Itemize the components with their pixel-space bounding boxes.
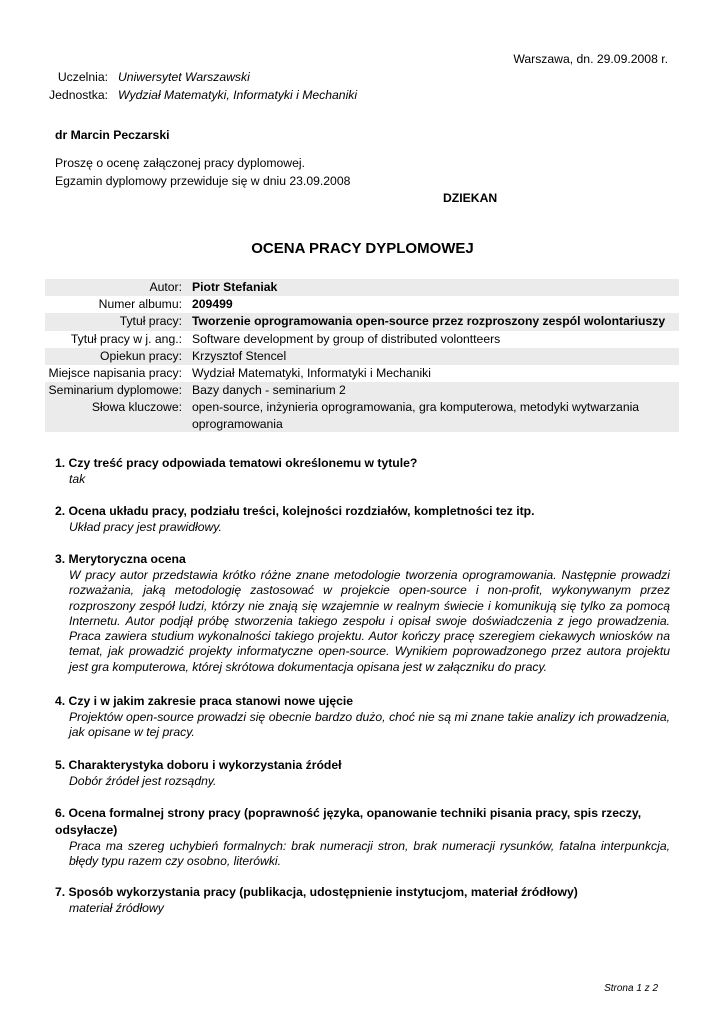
- info-label: Numer albumu:: [98, 297, 182, 312]
- info-row-supervisor: [45, 348, 679, 365]
- section-4: [55, 693, 670, 741]
- letter-line-2: Egzamin dyplomowy przewiduje się w dniu 23.09.2008: [55, 174, 351, 188]
- info-label: Autor:: [45, 279, 192, 296]
- section-2: [55, 503, 670, 535]
- jednostka-label: Jednostka:: [49, 88, 108, 102]
- section-body: W pracy autor przedstawia krótko różne znane metodologie tworzenia oprogramowania. Następnie prowadzi rozważania, jaką metodologię zastosować w projekcie open-source i non-profit, wykonywanym przez rozproszony zespół ludzi, którzy nie znają się wzajemnie w realnym świecie i komunikują się tylko za pomocą Internetu. Autor podjął próbę stworzenia takiego zespołu i opisał swoje doświadczenia z jego prowadzenia. Praca zawiera studium wykonalności takiego projektu. Autor kończy pracę szeregiem ciekawych wniosków na temat, jak prowadzić projekty informatyczne open-source. Wynikiem poprowadzonego przez autora projektu jest gra komputerowa, której skrótowa dokumentacja opisana jest w załączniku do pracy.: [69, 568, 670, 674]
- section-heading: 4. Czy i w jakim zakresie praca stanowi nowe ujęcie: [55, 694, 354, 708]
- info-row-title: [45, 313, 679, 330]
- info-label: Opiekun pracy:: [45, 348, 192, 365]
- section-body: Dobór źródeł jest rozsądny.: [69, 774, 217, 788]
- thesis-info-table: [45, 279, 679, 432]
- jednostka-value: Wydział Matematyki, Informatyki i Mechaniki: [118, 88, 358, 102]
- section-body: tak: [69, 472, 86, 486]
- recipient: dr Marcin Peczarski: [55, 128, 170, 142]
- info-value: [192, 399, 679, 432]
- info-value: Software development by group of distributed volontteers: [192, 331, 501, 346]
- section-heading: 5. Charakterystyka doboru i wykorzystania źródeł: [55, 758, 342, 772]
- section-body: Praca ma szereg uchybień formalnych: brak numeracji stron, brak numeracji rysunków, fatalna interpunkcja, błędy typu razem czy osobno, literówki.: [69, 839, 670, 869]
- section-3: [55, 551, 670, 675]
- section-1: [55, 455, 670, 487]
- info-value: Tworzenie oprogramowania open-source przez rozproszony zespól wolontariuszy: [192, 313, 679, 330]
- info-value: Wydział Matematyki, Informatyki i Mechaniki: [192, 365, 431, 380]
- section-heading: 7. Sposób wykorzystania pracy (publikacja, udostępnienie instytucjom, materiał źródłowy): [55, 885, 578, 899]
- info-row-author: [45, 279, 679, 296]
- section-heading: 3. Merytoryczna ocena: [55, 552, 186, 566]
- letter-line-1: Proszę o ocenę załączonej pracy dyplomowej.: [55, 156, 305, 170]
- info-label: Tytuł pracy:: [45, 313, 192, 330]
- info-value: 209499: [192, 297, 233, 312]
- section-5: [55, 757, 670, 789]
- info-value: Piotr Stefaniak: [192, 279, 679, 296]
- info-label: Słowa kluczowe:: [45, 399, 192, 432]
- page-number: Strona 1 z 2: [604, 983, 658, 994]
- section-heading: 1. Czy treść pracy odpowiada tematowi określonemu w tytule?: [55, 456, 418, 470]
- keywords-line-2: oprogramowania: [192, 416, 283, 431]
- section-body: Układ pracy jest prawidłowy.: [69, 520, 222, 534]
- page-title: OCENA PRACY DYPLOMOWEJ: [251, 240, 474, 257]
- section-body: materiał źródłowy: [69, 901, 164, 915]
- info-row-title-en: [45, 331, 679, 348]
- info-row-place: [45, 365, 679, 382]
- uczelnia-value: Uniwersytet Warszawski: [118, 70, 250, 84]
- info-label: Tytuł pracy w j. ang.:: [70, 331, 182, 346]
- section-6: [55, 805, 670, 870]
- section-heading: 6. Ocena formalnej strony pracy (poprawność języka, opanowanie techniki pisania pracy, spis rzeczy, odsyłacze): [55, 806, 642, 837]
- info-label: Seminarium dyplomowe:: [45, 382, 192, 399]
- signature-dziekan: DZIEKAN: [443, 191, 498, 205]
- uczelnia-label: Uczelnia:: [57, 70, 108, 84]
- section-7: [55, 884, 670, 916]
- info-value: Krzysztof Stencel: [192, 348, 679, 365]
- info-row-album: [45, 296, 679, 313]
- info-value: Bazy danych - seminarium 2: [192, 382, 679, 399]
- section-heading: 2. Ocena układu pracy, podziału treści, kolejności rozdziałów, kompletności tez itp.: [55, 504, 535, 518]
- section-body: Projektów open-source prowadzi się obecnie bardzo dużo, choć nie są mi znane takie analizy ich prowadzenia, jak opisane w tej pracy.: [69, 710, 670, 740]
- document-date: Warszawa, dn. 29.09.2008 r.: [513, 52, 668, 66]
- info-row-keywords: [45, 399, 679, 432]
- keywords-line-1: open-source, inżynieria oprogramowania, gra komputerowa, metodyki wytwarzania: [192, 400, 640, 415]
- info-row-seminar: [45, 382, 679, 399]
- info-label: Miejsce napisania pracy:: [48, 365, 182, 380]
